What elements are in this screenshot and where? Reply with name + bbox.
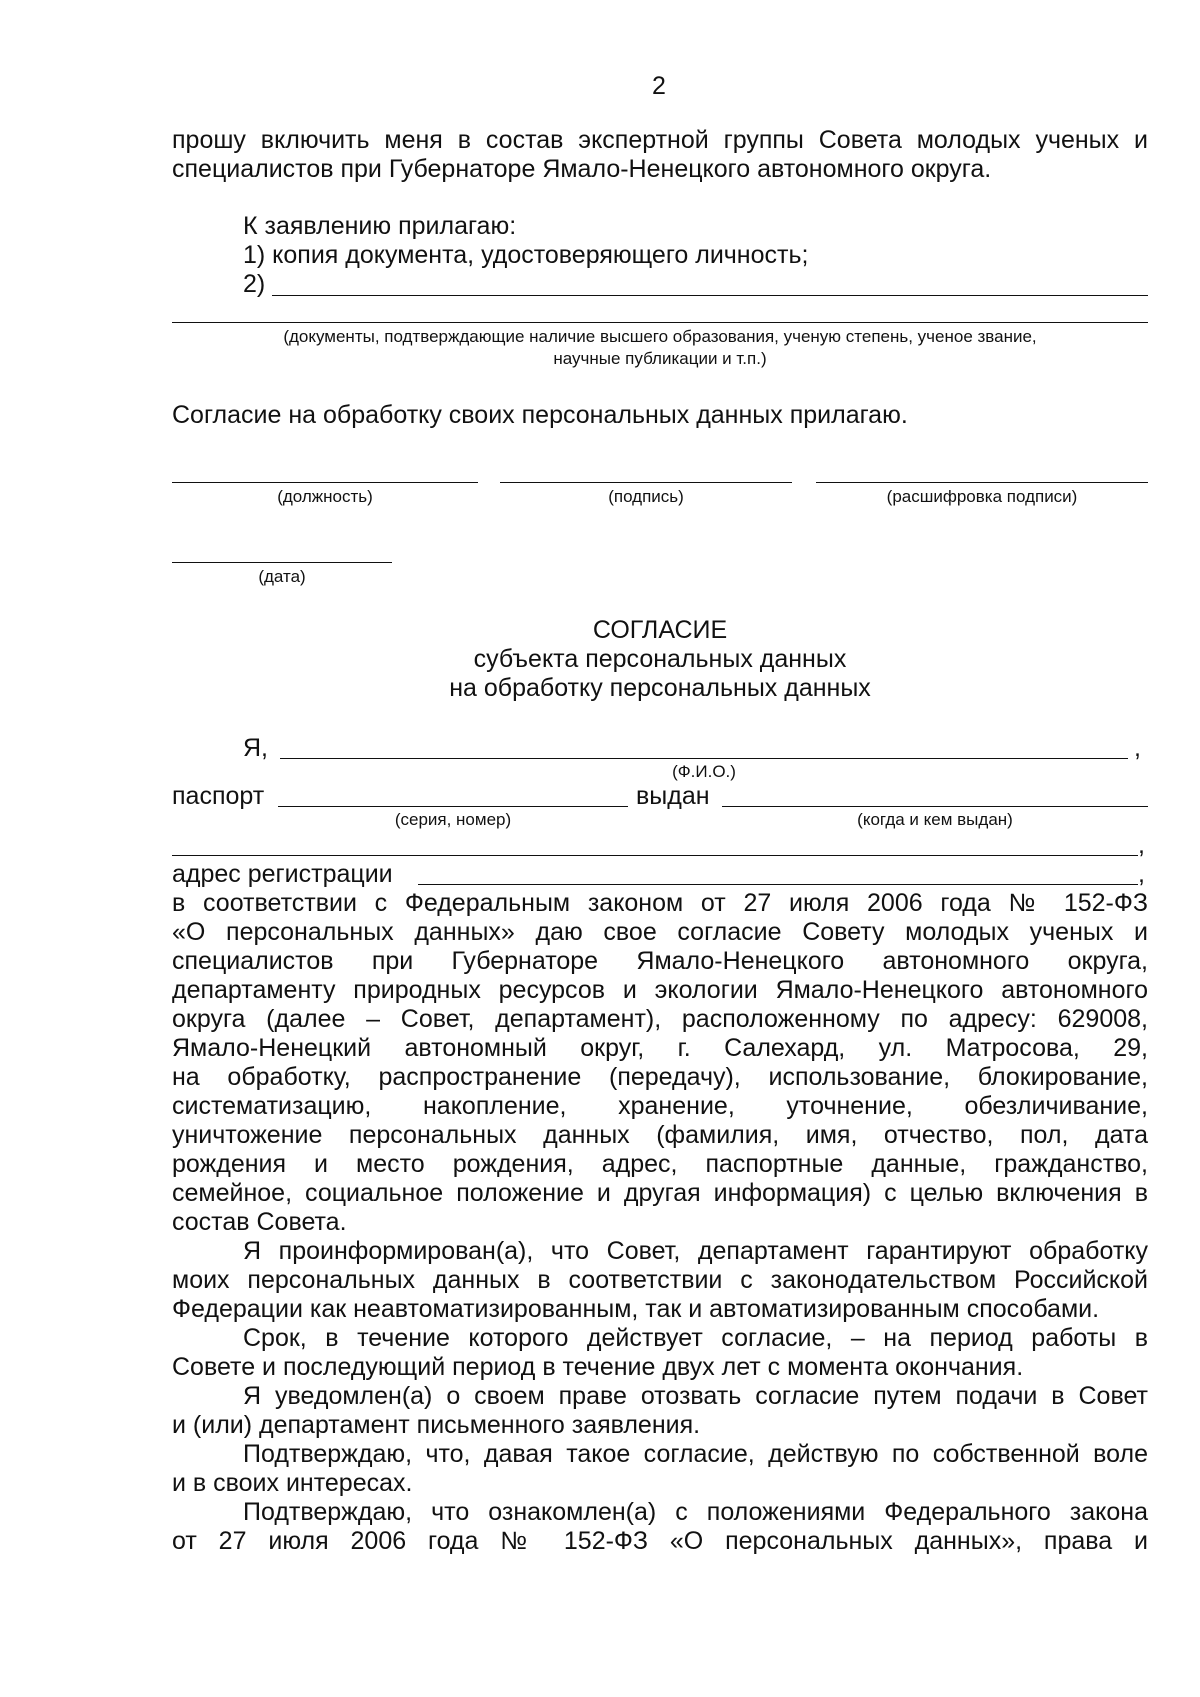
consent-subtitle-1: субъекта персональных данных <box>473 645 847 673</box>
consent-body-line-5: округа (далее – Совет, департамент), расположенному по адресу: 629008, <box>172 1005 1148 1033</box>
address-label: адрес регистрации <box>172 860 393 888</box>
passport-issued-hint: (когда и кем выдан) <box>857 810 1013 829</box>
consent-body-line-10: рождения и место рождения, адрес, паспортные данные, гражданство, <box>172 1150 1148 1178</box>
passport-label: паспорт <box>172 782 265 810</box>
attachment-item-2-label: 2) <box>243 270 266 298</box>
fio-comma: , <box>1134 734 1141 762</box>
passport-series-hint: (серия, номер) <box>394 810 512 829</box>
para6-line-2: от 27 июля 2006 года № 152-ФЗ «О персональных данных», права и <box>172 1527 1148 1555</box>
fio-hint: (Ф.И.О.) <box>672 762 736 781</box>
consent-title: СОГЛАСИЕ <box>592 616 728 644</box>
para3-line-1: Срок, в течение которого действует согласие, – на период работы в <box>243 1324 1148 1352</box>
consent-body-line-2: «О персональных данных» даю свое согласие Совету молодых ученых и <box>172 918 1148 946</box>
attachments-hint-2: научные публикации и т.п.) <box>553 349 767 368</box>
request-line-2: специалистов при Губернаторе Ямало-Ненецкого автономного округа. <box>172 155 992 183</box>
address-field[interactable] <box>418 884 1138 885</box>
i-label: Я, <box>243 734 268 762</box>
attachment-item-1: 1) копия документа, удостоверяющего личность; <box>243 241 809 269</box>
consent-attached-text: Согласие на обработку своих персональных данных прилагаю. <box>172 401 908 429</box>
signature-decoding-hint: (расшифровка подписи) <box>886 487 1078 506</box>
consent-body-line-4: департаменту природных ресурсов и экологии Ямало-Ненецкого автономного <box>172 976 1148 1004</box>
attachment-item-2-field[interactable] <box>272 295 1148 296</box>
date-hint: (дата) <box>258 567 306 586</box>
para6-line-1: Подтверждаю, что ознакомлен(а) с положениями Федерального закона <box>243 1498 1148 1526</box>
para4-line-1: Я уведомлен(а) о своем праве отозвать согласие путем подачи в Совет <box>243 1382 1148 1410</box>
para2-line-3: Федерации как неавтоматизированным, так и автоматизированным способами. <box>172 1295 1100 1323</box>
consent-body-line-11: семейное, социальное положение и другая информация) с целью включения в <box>172 1179 1148 1207</box>
fio-field[interactable] <box>280 758 1128 759</box>
para5-line-1: Подтверждаю, что, давая такое согласие, действую по собственной воле <box>243 1440 1148 1468</box>
position-field[interactable] <box>172 482 478 483</box>
attachments-hint-1: (документы, подтверждающие наличие высшего образования, ученую степень, ученое звание, <box>283 327 1037 346</box>
signature-hint: (подпись) <box>608 487 684 506</box>
para2-line-2: моих персональных данных в соответствии с законодательством Российской <box>172 1266 1148 1294</box>
consent-body-line-8: систематизацию, накопление, хранение, уточнение, обезличивание, <box>172 1092 1148 1120</box>
passport-series-field[interactable] <box>278 806 628 807</box>
issued-label: выдан <box>636 782 710 810</box>
consent-body-line-9: уничтожение персональных данных (фамилия, имя, отчество, пол, дата <box>172 1121 1148 1149</box>
passport-issued-field-continued[interactable] <box>172 855 1138 856</box>
consent-body-line-3: специалистов при Губернаторе Ямало-Ненецкого автономного округа, <box>172 947 1148 975</box>
consent-body-line-1: в соответствии с Федеральным законом от 27 июля 2006 года № 152-ФЗ <box>172 889 1148 917</box>
consent-subtitle-2: на обработку персональных данных <box>449 674 871 702</box>
attachment-item-2-field-continued[interactable] <box>172 322 1148 323</box>
consent-body-line-7: на обработку, распространение (передачу), использование, блокирование, <box>172 1063 1148 1091</box>
page-number: 2 <box>652 72 666 100</box>
attachments-heading: К заявлению прилагаю: <box>243 212 517 240</box>
consent-body-line-6: Ямало-Ненецкий автономный округ, г. Салехард, ул. Матросова, 29, <box>172 1034 1148 1062</box>
address-comma: , <box>1138 860 1145 888</box>
date-field[interactable] <box>172 562 392 563</box>
para3-line-2: Совете и последующий период в течение двух лет с момента окончания. <box>172 1353 1024 1381</box>
position-hint: (должность) <box>277 487 373 506</box>
para2-line-1: Я проинформирован(а), что Совет, департамент гарантируют обработку <box>243 1237 1148 1265</box>
passport-comma: , <box>1138 831 1145 859</box>
para4-line-2: и (или) департамент письменного заявления. <box>172 1411 701 1439</box>
signature-field[interactable] <box>500 482 792 483</box>
consent-body-line-12: состав Совета. <box>172 1208 347 1236</box>
signature-decoding-field[interactable] <box>816 482 1148 483</box>
para5-line-2: и в своих интересах. <box>172 1469 413 1497</box>
request-line-1: прошу включить меня в состав экспертной группы Совета молодых ученых и <box>172 126 1148 154</box>
passport-issued-field[interactable] <box>722 806 1148 807</box>
